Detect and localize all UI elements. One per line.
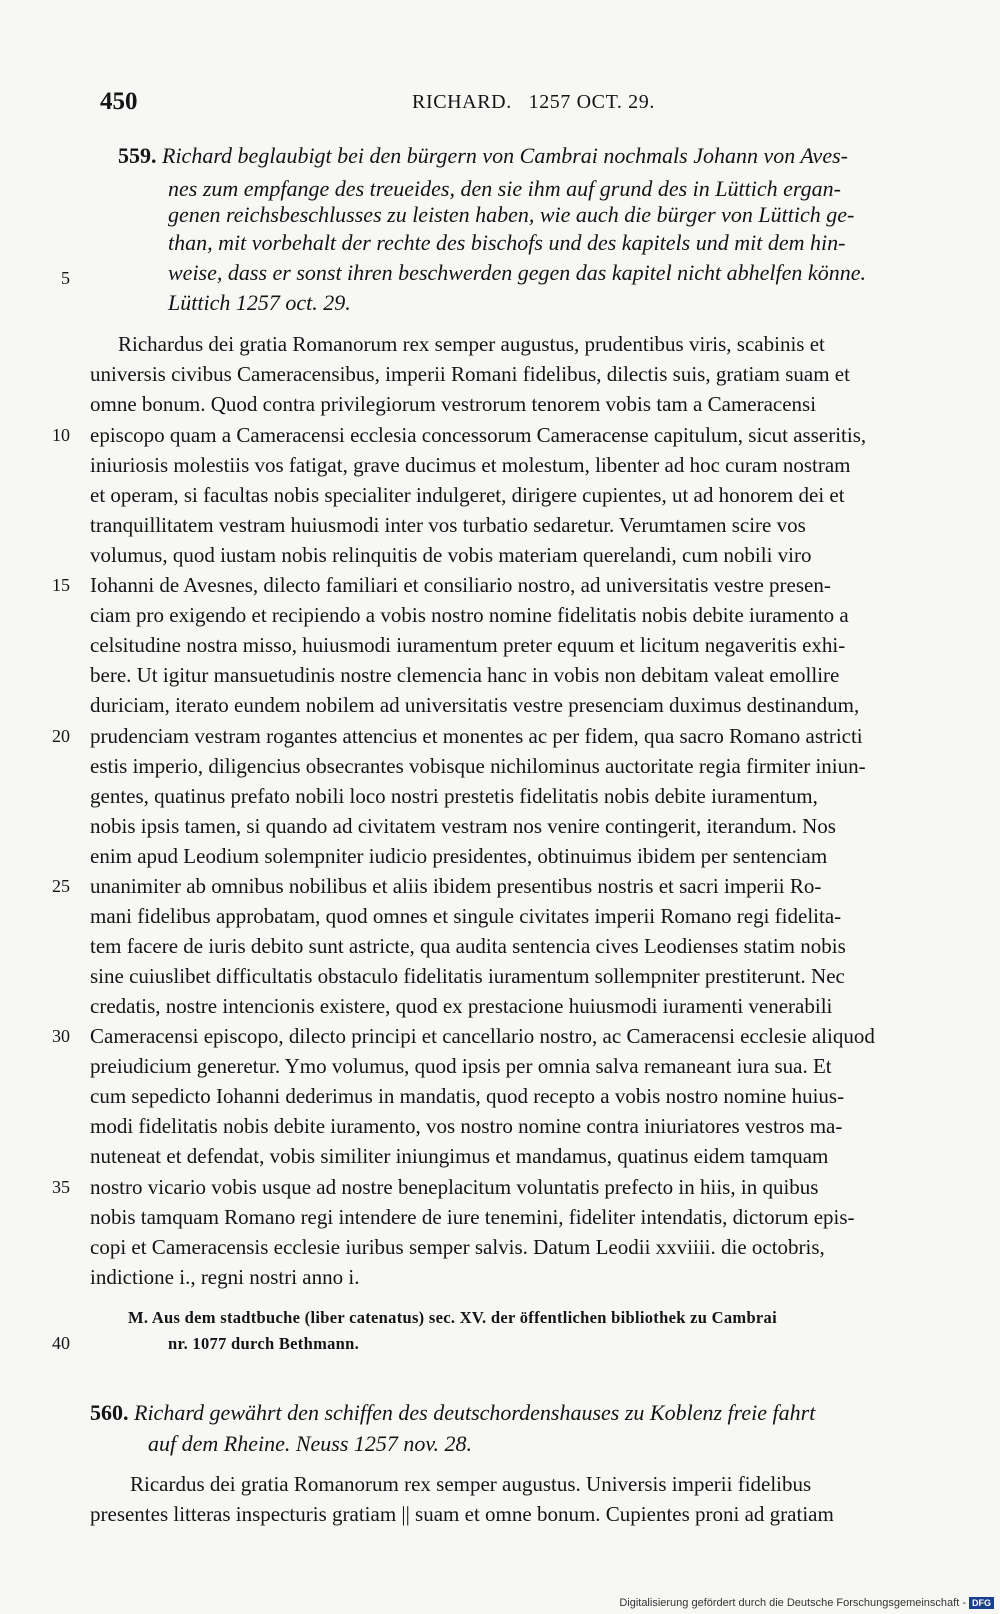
line-number: 15 [52,575,70,595]
regest-number: 560. [90,1400,129,1425]
regest-title-line: genen reichsbeschlusses zu leisten haben, wie auch die bürger von Lüttich ge- [168,202,855,227]
body-line: et operam, si facultas nobis specialiter indulgeret, dirigere cupientes, ut ad honorem dei et [90,483,845,507]
body-line: universis civibus Cameracensibus, imperii Romani fidelibus, dilectis suis, gratiam suam et [90,362,850,386]
body-line: Richardus dei gratia Romanorum rex semper augustus, prudentibus viris, scabinis et [118,332,825,356]
regest-title-line: auf dem Rheine. Neuss 1257 nov. 28. [148,1431,473,1456]
page-header [100,88,960,128]
body-line: Cameracensi episcopo, dilecto principi et cancellario nostro, ac Cameracensi ecclesie aliquod [90,1024,875,1048]
body-line: Iohanni de Avesnes, dilecto familiari et consiliario nostro, ad universitatis vestre presen- [90,573,831,597]
body-line: modi fidelitatis nobis debite iuramento, vos nostro nomine contra iniuriatores vestros ma- [90,1114,843,1138]
body-line: unanimiter ab omnibus nobilibus et aliis ibidem presentibus nostris et sacri imperii Ro- [90,874,822,898]
body-line: gentes, quatinus prefato nobili loco nostri prestetis fidelitatis nobis debite iuramentum, [90,784,818,808]
body-line: copi et Cameracensis ecclesie iuribus semper salvis. Datum Leodii xxviiii. die octobris, [90,1235,825,1259]
body-line: duriciam, iterato eundem nobilem ad universitatis vestre presenciam duximus destinandum, [90,693,860,717]
body-line: bere. Ut igitur mansuetudinis nostre clemencia hanc in vobis non debitam valeat emollire [90,663,840,687]
regest-title-line: 559. Richard beglaubigt bei den bürgern von Cambrai nochmals Johann von Aves- [118,143,848,168]
body-line: tem facere de iuris debito sunt astricte, qua audita sentencia cives Leodienses statim nobis [90,934,846,958]
source-line: M. Aus dem stadtbuche (liber catenatus) sec. XV. der öffentlichen bibliothek zu Cambrai [128,1308,777,1327]
body-line: episcopo quam a Cameracensi ecclesia concessorum Cameracense capitulum, sicut asseritis, [90,423,867,447]
line-number: 5 [61,268,70,288]
body-line: nuteneat et defendat, vobis similiter iniungimus et mandamus, quatinus eidem tamquam [90,1144,829,1168]
body-line: presentes litteras inspecturis gratiam || suam et omne bonum. Cupientes proni ad gratiam [90,1502,834,1526]
body-line: credatis, nostre intencionis existere, quod ex prestacione huiusmodi iuramenti venerabili [90,994,833,1018]
body-line: estis imperio, diligencius obsecrantes vobisque nichilominus auctoritate regia firmiter iniun- [90,754,866,778]
line-number: 35 [52,1177,70,1197]
line-number: 40 [52,1333,70,1353]
line-number: 30 [52,1026,70,1046]
body-line: tranquillitatem vestram huiusmodi inter vos turbatio sedaretur. Verumtamen scire vos [90,513,806,537]
digitization-footer [619,1597,994,1609]
page-number: 450 [100,88,138,115]
source-line: nr. 1077 durch Bethmann. [168,1334,360,1353]
body-line: ciam pro exigendo et recipiendo a vobis nostro nomine fidelitatis nobis debite iuramento a [90,603,849,627]
regest-title-line: 560. Richard gewährt den schiffen des deutschordenshauses zu Koblenz freie fahrt [90,1400,816,1425]
body-line: iniuriosis molestiis vos fatigat, grave ducimus et molestum, libenter ad hoc curam nostram [90,453,851,477]
regest-number: 559. [118,143,157,168]
line-number: 10 [52,425,70,445]
regest-title-line: than, mit vorbehalt der rechte des bischofs und des kapitels und mit dem hin- [168,230,846,255]
body-line: omne bonum. Quod contra privilegiorum vestrorum tenorem vobis tam a Cameracensi [90,392,817,416]
body-line: mani fidelibus approbatam, quod omnes et singule civitates imperii Romano regi fidelita- [90,904,842,928]
line-number: 20 [52,726,70,746]
footer-text: Digitalisierung gefördert durch die Deutsche Forschungsgemeinschaft - [619,1596,966,1609]
body-line: nobis tamquam Romano regi intendere de iure tenemini, fideliter intendatis, dictorum epis- [90,1205,855,1229]
running-head: RICHARD. 1257 OCT. 29. [412,91,655,113]
body-line: sine cuiuslibet difficultatis obstaculo fidelitatis iuramentum sollempniter prestiterunt. Nec [90,964,845,988]
dfg-logo: DFG [969,1597,994,1609]
body-line: nobis ipsis tamen, si quando ad civitatem vestram nos venire contingerit, iterandum. Nos [90,814,836,838]
body-line: volumus, quod iustam nobis relinquitis de vobis materiam querelandi, cum nobili viro [90,543,812,567]
regest-title-line: nes zum empfange des treueides, den sie ihm auf grund des in Lüttich ergan- [168,176,841,201]
body-line: indictione i., regni nostri anno i. [90,1265,360,1289]
regest-title-line: Lüttich 1257 oct. 29. [168,290,351,315]
body-line: prudenciam vestram rogantes attencius et monentes ac per fidem, qua sacro Romano astricti [90,724,863,748]
body-line: nostro vicario vobis usque ad nostre beneplacitum voluntatis prefecto in hiis, in quibus [90,1175,819,1199]
body-line: Ricardus dei gratia Romanorum rex semper augustus. Universis imperii fidelibus [130,1472,812,1496]
body-line: cum sepedicto Iohanni dederimus in mandatis, quod recepto a vobis nostro nomine huius- [90,1084,845,1108]
line-number: 25 [52,876,70,896]
body-line: enim apud Leodium solempniter iudicio presidentes, obtinuimus ibidem per sentenciam [90,844,828,868]
body-line: preiudicium generetur. Ymo volumus, quod ipsis per omnia salva remaneant iura sua. Et [90,1054,832,1078]
regest-title-line: weise, dass er sonst ihren beschwerden gegen das kapitel nicht abhelfen könne. [168,260,866,285]
body-line: celsitudine nostra misso, huiusmodi iuramentum preter equum et licitum negaveritis exhi- [90,633,846,657]
